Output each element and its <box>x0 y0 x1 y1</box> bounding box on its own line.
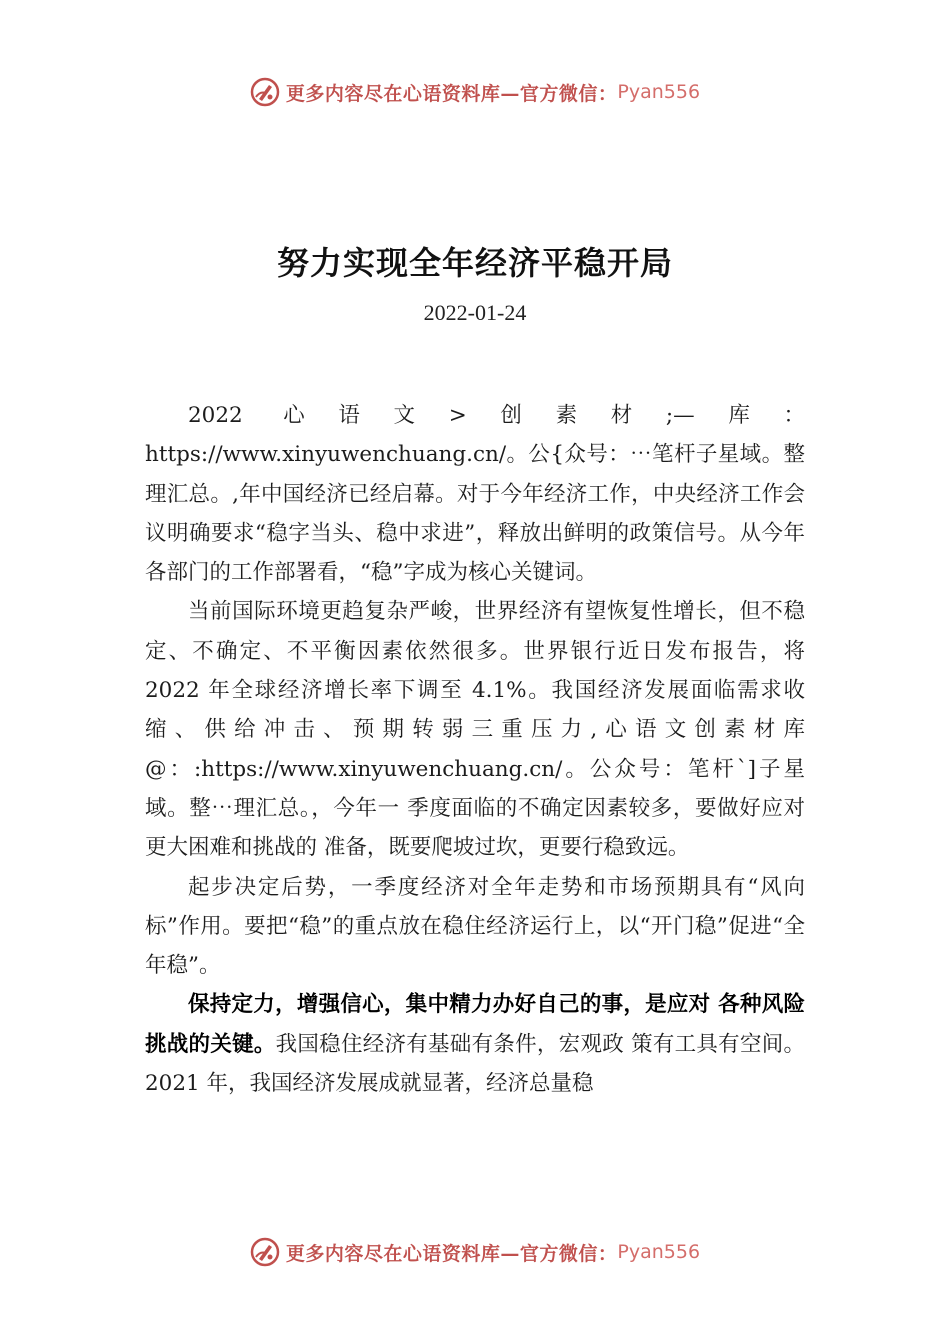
paragraph-text: 起步决定后势，一季度经济对全年走势和市场预期具有“风向标”作用。要把“稳”的重点放在稳住经济运行上，以“开门稳”促进“全年稳”。 <box>145 874 805 979</box>
brand-logo-icon <box>250 77 280 107</box>
wechat-id: Pyan556 <box>617 81 701 103</box>
banner-text: 更多内容尽在心语资料库—官方微信： <box>285 1242 618 1265</box>
paragraph-3 <box>145 868 805 986</box>
paragraph-2 <box>145 592 805 867</box>
paragraph-bold-lead: 保持定力，增强信心，集中精力办好自己的事，是应对 各种风险挑战的关键。 <box>145 992 805 1057</box>
article-title: 努力实现全年经济平稳开局 <box>276 244 673 282</box>
footer-banner <box>0 1232 950 1272</box>
header-banner <box>0 72 950 112</box>
banner-text: 更多内容尽在心语资料库—官方微信： <box>285 82 618 105</box>
paragraph-text: 当前国际环境更趋复杂严峻，世界经济有望恢复性增长，但不稳定、不确定、不平衡因素依然很多。世界银行近日发布报告，将 2022 年全球经济增长率下调至 4.1%。我国经济发展面临需求收缩、供给冲击、预期转弱三重压力,心语文创素材库@：:https://www.xinyuwenchuang.cn/。公众号：笔杆`]子星域。整⋯理汇总。，今年一 季度面临的不确定因素较多，要做好应对更大困难和挑战的 准备，既要爬坡过坎，更要行稳致远。 <box>145 599 805 861</box>
paragraph-text: 2022 心语文>创素材;—库：https://www.xinyuwenchuang.cn/。公{众号：⋯笔杆子星域。整理汇总。,年中国经济已经启幕。对于今年经济工作，中央经济工作会议明确要求“稳字当头、稳中求进”，释放出鲜明的政策信号。从今年各部门的工作部署看，“稳”字成为核心关键词。 <box>145 403 805 586</box>
article-body <box>145 396 805 1103</box>
paragraph-4 <box>145 985 805 1103</box>
paragraph-1 <box>145 396 805 592</box>
article-date: 2022-01-24 <box>423 300 527 325</box>
brand-logo-icon <box>250 1237 280 1267</box>
paragraph-text: 我国稳住经济有基础有条件，宏观政 策有工具有空间。2021 年，我国经济发展成就显著，经济总量稳 <box>145 1031 805 1097</box>
wechat-id: Pyan556 <box>617 1241 701 1263</box>
